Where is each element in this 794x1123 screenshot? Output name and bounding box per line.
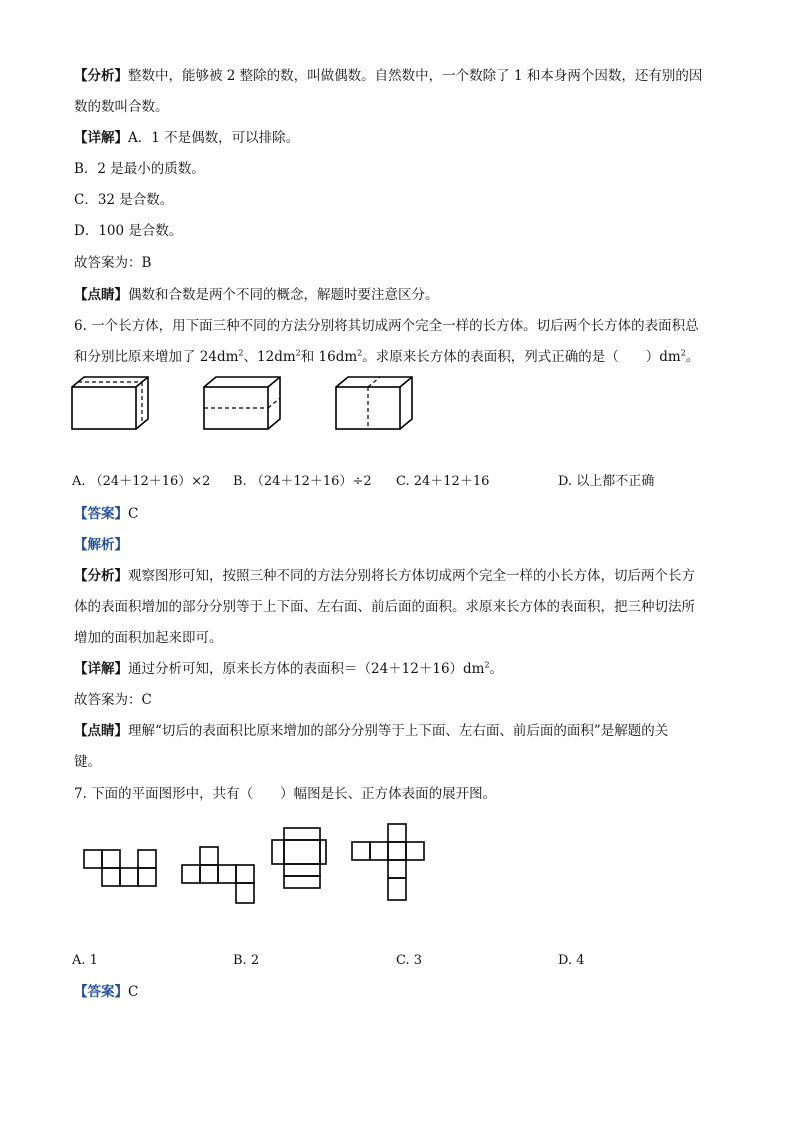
q5-analysis-tag: 【分析】 bbox=[74, 68, 128, 84]
q6-answer-tag: 【答案】 bbox=[74, 506, 128, 522]
net-figure-2 bbox=[180, 845, 258, 907]
q7-answer-line bbox=[74, 982, 138, 1002]
q7-stem: 7. 下面的平面图形中，共有（ ）幅图是长、正方体表面的展开图。 bbox=[74, 786, 497, 802]
q5-analysis-text-1: 整数中，能够被 2 整除的数，叫做偶数。自然数中，一个数除了 1 和本身两个因数，还有别的因 bbox=[128, 68, 703, 84]
q6-sup: 2 bbox=[484, 660, 490, 670]
q6-stem-part-b: 、12dm bbox=[243, 349, 296, 365]
q6-stem-part-e: 。 bbox=[685, 349, 700, 365]
q5-analysis-line-1 bbox=[74, 66, 702, 86]
q7-option-d: D. 4 bbox=[558, 953, 585, 968]
q6-jiexi-label: 【解析】 bbox=[74, 537, 128, 553]
q5-remark-tag: 【点睛】 bbox=[74, 287, 128, 303]
q6-stem-line-1: 6. 一个长方体，用下面三种不同的方法分别将其切成两个完全一样的长方体。切后两个长方体的表面积总 bbox=[74, 318, 699, 334]
q6-analysis-line-1 bbox=[74, 566, 695, 586]
q6-sup: 2 bbox=[357, 348, 363, 358]
q6-remark-tag: 【点睛】 bbox=[74, 723, 128, 739]
q6-remark-line-1 bbox=[74, 721, 668, 741]
net-figure-3 bbox=[270, 826, 328, 890]
cuboid-figure-1 bbox=[70, 375, 152, 431]
q7-option-c: C. 3 bbox=[396, 953, 423, 968]
q5-analysis-line-2: 数的数叫合数。 bbox=[74, 99, 169, 115]
q6-stem-part-a: 和分别比原来增加了 24dm bbox=[74, 349, 239, 365]
q6-option-a: A. （24＋12＋16）×2 bbox=[72, 474, 211, 489]
q6-analysis-tag: 【分析】 bbox=[74, 568, 128, 584]
q5-detail-tag: 【详解】 bbox=[74, 130, 128, 146]
q6-detail-tag: 【详解】 bbox=[74, 661, 128, 677]
q6-detail-end: 。 bbox=[489, 661, 504, 677]
q6-option-c: C. 24＋12＋16 bbox=[396, 474, 490, 489]
q6-detail-line bbox=[74, 659, 503, 679]
q5-detail-b: B．2 是最小的质数。 bbox=[74, 161, 205, 177]
q6-sup: 2 bbox=[680, 348, 686, 358]
q6-jiexi-tag bbox=[74, 535, 128, 555]
cuboid-figure-3 bbox=[334, 375, 416, 431]
q6-analysis-line-2: 体的表面积增加的部分分别等于上下面、左右面、前后面的面积。求原来长方体的表面积，把三种切法所 bbox=[74, 599, 695, 615]
net-figure-4 bbox=[350, 822, 428, 904]
q6-sup: 2 bbox=[238, 348, 244, 358]
q7-answer-tag: 【答案】 bbox=[74, 984, 128, 1000]
q6-stem-part-d: 。求原来长方体的表面积，列式正确的是（ ）dm bbox=[362, 349, 681, 365]
q5-detail-c: C．32 是合数。 bbox=[74, 192, 174, 208]
q5-detail-a: A．1 不是偶数，可以排除。 bbox=[128, 130, 300, 146]
q6-detail-text: 通过分析可知，原来长方体的表面积＝（24＋12＋16）dm bbox=[128, 661, 485, 677]
q7-option-a: A. 1 bbox=[72, 953, 98, 968]
q6-analysis-text-1: 观察图形可知，按照三种不同的方法分别将长方体切成两个完全一样的小长方体，切后两个长方 bbox=[128, 568, 695, 584]
q7-answer: C bbox=[128, 984, 139, 1000]
q5-remark-line bbox=[74, 285, 439, 305]
q6-stem-part-c: 和 16dm bbox=[300, 349, 358, 365]
q5-remark-text: 偶数和合数是两个不同的概念，解题时要注意区分。 bbox=[128, 287, 439, 303]
q6-option-d: D. 以上都不正确 bbox=[558, 474, 655, 489]
q6-remark-text-1: 理解“切后的表面积比原来增加的部分分别等于上下面、左右面、前后面的面积”是解题的关 bbox=[128, 723, 669, 739]
q6-stem-line-2 bbox=[74, 347, 699, 367]
q5-detail-d: D．100 是合数。 bbox=[74, 223, 183, 239]
net-figure-1 bbox=[82, 848, 160, 890]
q6-analysis-line-3: 增加的面积加起来即可。 bbox=[74, 630, 223, 646]
q6-answer-line bbox=[74, 504, 138, 524]
cuboid-figure-2 bbox=[202, 375, 284, 431]
q6-conclusion: 故答案为：C bbox=[74, 692, 152, 708]
q6-answer: C bbox=[128, 506, 139, 522]
q6-sup: 2 bbox=[295, 348, 301, 358]
q7-option-b: B. 2 bbox=[233, 953, 260, 968]
q6-remark-line-2: 键。 bbox=[74, 754, 101, 770]
q5-conclusion: 故答案为：B bbox=[74, 255, 152, 271]
q5-detail-line bbox=[74, 128, 299, 148]
q6-option-b: B. （24＋12＋16）÷2 bbox=[233, 474, 372, 489]
